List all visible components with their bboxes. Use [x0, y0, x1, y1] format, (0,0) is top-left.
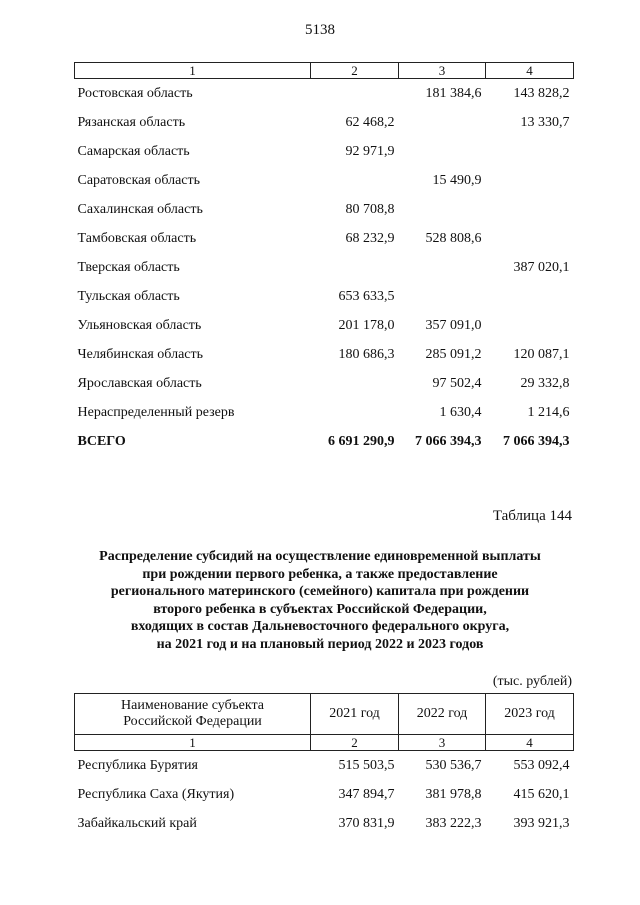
table-row — [75, 108, 574, 137]
table-row — [75, 224, 574, 253]
value-2022: 7 066 394,3 — [415, 433, 482, 449]
value-2023 — [486, 166, 574, 195]
table-row — [75, 137, 574, 166]
value-2021: 515 503,5 — [338, 757, 395, 773]
header-2021: 2021 год — [311, 694, 399, 735]
title-line: второго ребенка в субъектах Российской Федерации, — [153, 601, 487, 617]
region-name: Республика Саха (Якутия) — [77, 786, 235, 802]
table-row — [75, 195, 574, 224]
col-number-4: 4 — [486, 63, 574, 79]
value-2023: 1 214,6 — [527, 404, 570, 420]
region-name: Тамбовская область — [77, 230, 197, 246]
title-line: регионального материнского (семейного) капитала при рождении — [110, 584, 530, 599]
value-2022: 181 384,6 — [425, 85, 482, 101]
value-2021: 62 468,2 — [345, 114, 395, 130]
col-number-2: 2 — [311, 735, 399, 751]
table1-body — [75, 63, 574, 457]
region-name: ВСЕГО — [77, 433, 126, 449]
col-number-2: 2 — [311, 63, 399, 79]
value-2021: 180 686,3 — [338, 346, 395, 362]
value-2022: 528 808,6 — [425, 230, 482, 246]
value-2021 — [311, 369, 399, 398]
value-2022: 97 502,4 — [432, 375, 482, 391]
unit-label: (тыс. рублей) — [492, 674, 572, 689]
table-row — [75, 369, 574, 398]
header-name-line2: Российской Федерации — [123, 714, 262, 729]
value-2021: 92 971,9 — [345, 143, 395, 159]
region-name: Челябинская область — [77, 346, 203, 362]
value-2022 — [399, 253, 486, 282]
value-2023: 553 092,4 — [513, 757, 570, 773]
table2-body — [75, 694, 574, 839]
table-row — [75, 311, 574, 340]
value-2023 — [486, 224, 574, 253]
value-2021 — [311, 253, 399, 282]
col-number-1: 1 — [75, 63, 311, 79]
header-name — [75, 694, 311, 735]
region-name: Рязанская область — [77, 114, 186, 130]
value-2022 — [399, 108, 486, 137]
value-2022: 381 978,8 — [425, 786, 482, 802]
table-label: Таблица 144 — [492, 508, 572, 524]
value-2021 — [311, 79, 399, 109]
value-2023: 387 020,1 — [513, 259, 570, 275]
value-2022 — [399, 195, 486, 224]
region-name: Забайкальский край — [77, 815, 197, 831]
table-row — [75, 253, 574, 282]
value-2023: 415 620,1 — [513, 786, 570, 802]
region-name: Сахалинская область — [77, 201, 203, 217]
value-2021 — [311, 166, 399, 195]
total-row — [75, 427, 574, 456]
value-2022: 530 536,7 — [425, 757, 482, 773]
value-2022 — [399, 282, 486, 311]
value-2021: 201 178,0 — [338, 317, 395, 333]
value-2021: 68 232,9 — [345, 230, 395, 246]
table-title — [60, 548, 580, 653]
value-2022: 15 490,9 — [432, 172, 482, 188]
value-2022: 357 091,0 — [425, 317, 482, 333]
table-row — [75, 780, 574, 809]
header-row — [75, 694, 574, 735]
value-2023 — [486, 195, 574, 224]
region-name: Тульская область — [77, 288, 180, 304]
value-2021: 347 894,7 — [338, 786, 395, 802]
region-name: Республика Бурятия — [77, 757, 198, 773]
far-east-subsidies-table — [74, 693, 574, 838]
value-2022 — [399, 137, 486, 166]
value-2022: 285 091,2 — [425, 346, 482, 362]
value-2021: 80 708,8 — [345, 201, 395, 217]
header-2023: 2023 год — [486, 694, 574, 735]
regions-table-continued — [74, 62, 574, 456]
value-2021: 6 691 290,9 — [328, 433, 395, 449]
table-row — [75, 398, 574, 427]
region-name: Ростовская область — [77, 85, 193, 101]
value-2023: 120 087,1 — [513, 346, 570, 362]
table-row — [75, 809, 574, 838]
value-2023: 13 330,7 — [520, 114, 570, 130]
table-row — [75, 166, 574, 195]
value-2021: 370 831,9 — [338, 815, 395, 831]
value-2023: 7 066 394,3 — [503, 433, 570, 449]
title-line: при рождении первого ребенка, а также предоставление — [142, 566, 498, 582]
col-number-1: 1 — [75, 735, 311, 751]
value-2023 — [486, 311, 574, 340]
value-2023: 29 332,8 — [520, 375, 570, 391]
value-2021 — [311, 398, 399, 427]
value-2021: 653 633,5 — [338, 288, 395, 304]
region-name: Самарская область — [77, 143, 190, 159]
col-number-4: 4 — [486, 735, 574, 751]
col-number-3: 3 — [399, 63, 486, 79]
title-line: Распределение субсидий на осуществление единовременной выплаты — [99, 549, 541, 564]
value-2023: 393 921,3 — [513, 815, 570, 831]
value-2023 — [486, 137, 574, 166]
page-number: 5138 — [305, 22, 335, 38]
value-2022: 383 222,3 — [425, 815, 482, 831]
table-row — [75, 282, 574, 311]
header-name-line1: Наименование субъекта — [121, 698, 264, 713]
column-number-row — [75, 735, 574, 751]
value-2023: 143 828,2 — [513, 85, 570, 101]
column-number-row — [75, 63, 574, 79]
col-number-3: 3 — [399, 735, 486, 751]
table-row — [75, 340, 574, 369]
title-line: входящих в состав Дальневосточного федерального округа, — [130, 619, 510, 634]
value-2023 — [486, 282, 574, 311]
region-name: Ульяновская область — [77, 317, 202, 333]
table-row — [75, 79, 574, 109]
region-name: Нераспределенный резерв — [77, 404, 235, 420]
value-2022: 1 630,4 — [439, 404, 482, 420]
region-name: Тверская область — [77, 259, 180, 275]
header-2022: 2022 год — [399, 694, 486, 735]
region-name: Ярославская область — [77, 375, 202, 391]
title-line: на 2021 год и на плановый период 2022 и 2023 годов — [156, 636, 484, 652]
region-name: Саратовская область — [77, 172, 201, 188]
table-row — [75, 751, 574, 781]
